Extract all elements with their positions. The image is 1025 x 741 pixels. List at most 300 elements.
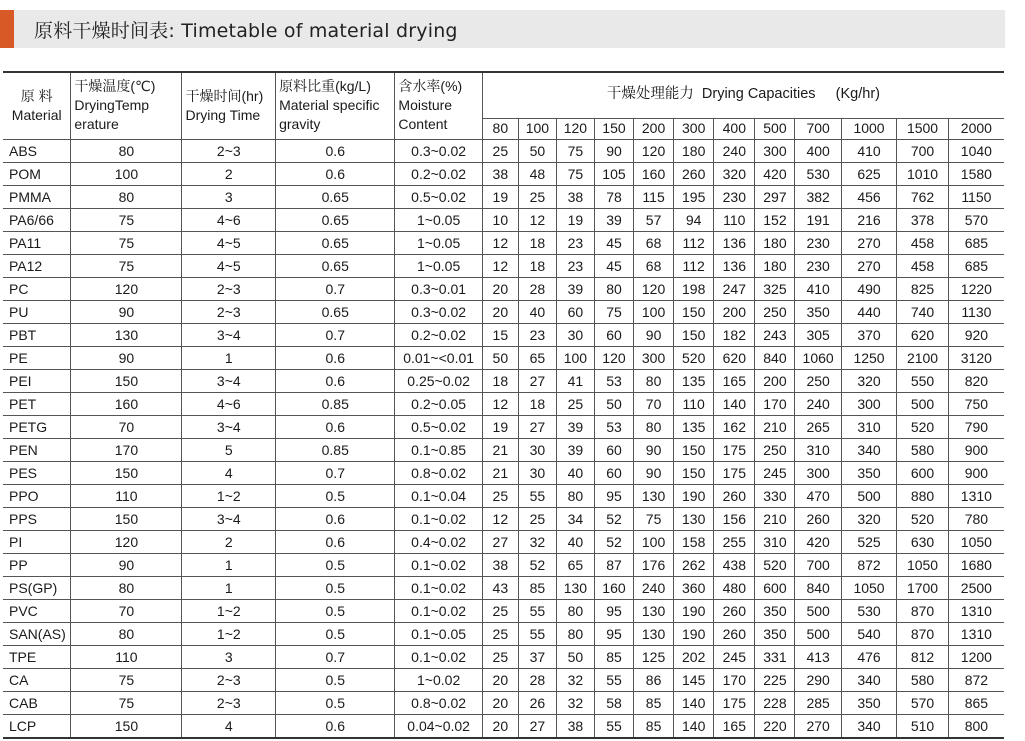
- material-cell: CA: [3, 668, 71, 691]
- header-gravity: [276, 72, 395, 139]
- capacity-cell: 1130: [948, 300, 1004, 323]
- capacity-cell: 95: [594, 599, 633, 622]
- capacity-cell: 825: [897, 277, 948, 300]
- capacity-cell: 300: [634, 346, 674, 369]
- capacity-cell: 228: [755, 691, 795, 714]
- capacity-cell: 900: [948, 438, 1004, 461]
- moisture-cell: 0.2~0.05: [395, 392, 482, 415]
- capacity-cell: 865: [948, 691, 1004, 714]
- capacity-cell: 90: [594, 139, 633, 162]
- moisture-cell: 0.1~0.04: [395, 484, 482, 507]
- capacity-cell: 145: [674, 668, 714, 691]
- capacity-cell: 45: [594, 231, 633, 254]
- capacity-cell: 45: [594, 254, 633, 277]
- capacity-cell: 25: [482, 645, 518, 668]
- capacity-cell: 160: [594, 576, 633, 599]
- capacity-cell: 340: [841, 714, 897, 738]
- capacity-cell: 12: [482, 254, 518, 277]
- temperature-cell: 160: [71, 392, 182, 415]
- capacity-cell: 1040: [948, 139, 1004, 162]
- capacity-cell: 260: [714, 484, 755, 507]
- capacity-cell: 80: [634, 369, 674, 392]
- capacity-cell: 190: [674, 599, 714, 622]
- capacity-cell: 525: [841, 530, 897, 553]
- gravity-cell: 0.6: [276, 530, 395, 553]
- capacity-cell: 50: [518, 139, 556, 162]
- capacity-cell: 530: [795, 162, 841, 185]
- capacity-cell: 95: [594, 622, 633, 645]
- header-material-cn: 原 料: [20, 87, 53, 104]
- capacity-cell: 23: [518, 323, 556, 346]
- capacity-cell: 25: [556, 392, 594, 415]
- capacity-cell: 740: [897, 300, 948, 323]
- capacity-cell: 580: [897, 668, 948, 691]
- temperature-cell: 75: [71, 668, 182, 691]
- capacity-cell: 40: [556, 530, 594, 553]
- table-row: [3, 438, 1004, 461]
- capacity-cell: 90: [634, 461, 674, 484]
- capacity-cell: 490: [841, 277, 897, 300]
- moisture-cell: 0.3~0.02: [395, 139, 482, 162]
- capacity-cell: 1310: [948, 599, 1004, 622]
- capacity-cell: 78: [594, 185, 633, 208]
- capacity-cell: 250: [795, 369, 841, 392]
- capacity-cell: 540: [841, 622, 897, 645]
- capacity-cell: 112: [674, 231, 714, 254]
- capacity-cell: 100: [634, 300, 674, 323]
- gravity-cell: 0.5: [276, 668, 395, 691]
- material-cell: PA12: [3, 254, 71, 277]
- capacity-cell: 382: [795, 185, 841, 208]
- temperature-cell: 80: [71, 576, 182, 599]
- capacity-cell: 12: [482, 231, 518, 254]
- capacity-cell: 30: [556, 323, 594, 346]
- capacity-cell: 18: [518, 254, 556, 277]
- table-row: [3, 231, 1004, 254]
- gravity-cell: 0.6: [276, 139, 395, 162]
- capacity-cell: 470: [795, 484, 841, 507]
- capacity-cell: 105: [594, 162, 633, 185]
- temperature-cell: 75: [71, 231, 182, 254]
- capacity-cell: 180: [755, 254, 795, 277]
- gravity-cell: 0.65: [276, 254, 395, 277]
- temperature-cell: 75: [71, 254, 182, 277]
- capacity-cell: 200: [755, 369, 795, 392]
- capacity-cell: 600: [897, 461, 948, 484]
- capacity-cell: 265: [795, 415, 841, 438]
- header-drying-time-cn: 干燥时间(hr): [185, 87, 264, 104]
- drying-time-cell: 1~2: [182, 622, 276, 645]
- capacity-cell: 55: [518, 484, 556, 507]
- capacity-cell: 625: [841, 162, 897, 185]
- gravity-cell: 0.7: [276, 461, 395, 484]
- gravity-cell: 0.65: [276, 208, 395, 231]
- capacity-cell: 438: [714, 553, 755, 576]
- capacity-cell: 136: [714, 231, 755, 254]
- capacity-cell: 19: [556, 208, 594, 231]
- material-cell: CAB: [3, 691, 71, 714]
- capacity-cell: 285: [795, 691, 841, 714]
- capacity-cell: 68: [634, 254, 674, 277]
- capacity-cell: 685: [948, 254, 1004, 277]
- capacity-cell: 320: [841, 369, 897, 392]
- capacity-column-header: 700: [795, 118, 841, 139]
- capacity-cell: 520: [674, 346, 714, 369]
- capacity-cell: 530: [841, 599, 897, 622]
- temperature-cell: 75: [71, 208, 182, 231]
- capacity-cell: 95: [594, 484, 633, 507]
- drying-time-cell: 4~5: [182, 231, 276, 254]
- capacity-cell: 28: [518, 277, 556, 300]
- capacity-cell: 413: [795, 645, 841, 668]
- capacity-cell: 41: [556, 369, 594, 392]
- table-row: [3, 530, 1004, 553]
- table-row: [3, 507, 1004, 530]
- capacity-cell: 55: [518, 622, 556, 645]
- capacity-cell: 27: [518, 415, 556, 438]
- capacity-cell: 300: [841, 392, 897, 415]
- capacity-cell: 15: [482, 323, 518, 346]
- material-cell: PES: [3, 461, 71, 484]
- capacity-cell: 580: [897, 438, 948, 461]
- capacity-cell: 135: [674, 415, 714, 438]
- header-moisture-cn: 含水率(%): [398, 78, 463, 95]
- capacity-cell: 1050: [897, 553, 948, 576]
- capacity-cell: 230: [714, 185, 755, 208]
- capacity-cell: 80: [556, 599, 594, 622]
- moisture-cell: 0.1~0.02: [395, 645, 482, 668]
- gravity-cell: 0.6: [276, 369, 395, 392]
- capacity-cell: 130: [674, 507, 714, 530]
- capacity-cell: 872: [948, 668, 1004, 691]
- capacity-cell: 150: [674, 438, 714, 461]
- capacity-cell: 700: [897, 139, 948, 162]
- moisture-cell: 1~0.05: [395, 231, 482, 254]
- capacity-cell: 65: [556, 553, 594, 576]
- capacity-cell: 18: [518, 392, 556, 415]
- capacity-cell: 18: [518, 231, 556, 254]
- capacity-cell: 500: [795, 599, 841, 622]
- table-row: [3, 346, 1004, 369]
- capacity-cell: 158: [674, 530, 714, 553]
- capacity-cell: 12: [482, 507, 518, 530]
- table-row: [3, 277, 1004, 300]
- material-cell: PE: [3, 346, 71, 369]
- capacity-cell: 230: [795, 254, 841, 277]
- material-cell: PEN: [3, 438, 71, 461]
- header-temperature-cn: 干燥温度(℃): [74, 78, 156, 95]
- capacity-cell: 920: [948, 323, 1004, 346]
- capacity-cell: 900: [948, 461, 1004, 484]
- capacity-cell: 1200: [948, 645, 1004, 668]
- header-drying-capacities: 干燥处理能力 Drying Capacities (Kg/hr): [482, 72, 1004, 118]
- capacity-cell: 175: [714, 691, 755, 714]
- capacity-cell: 220: [755, 714, 795, 738]
- gravity-cell: 0.65: [276, 300, 395, 323]
- capacity-cell: 23: [556, 254, 594, 277]
- capacity-column-header: 200: [634, 118, 674, 139]
- capacity-cell: 350: [841, 691, 897, 714]
- capacity-cell: 25: [482, 599, 518, 622]
- moisture-cell: 0.1~0.02: [395, 507, 482, 530]
- gravity-cell: 0.6: [276, 162, 395, 185]
- capacity-cell: 160: [634, 162, 674, 185]
- drying-time-cell: 1: [182, 346, 276, 369]
- capacity-cell: 70: [634, 392, 674, 415]
- capacity-cell: 305: [795, 323, 841, 346]
- capacity-cell: 19: [482, 185, 518, 208]
- capacity-cell: 300: [795, 461, 841, 484]
- temperature-cell: 90: [71, 553, 182, 576]
- capacity-cell: 340: [841, 668, 897, 691]
- header-moisture-en: Moisture: [398, 97, 453, 114]
- drying-time-cell: 2~3: [182, 139, 276, 162]
- temperature-cell: 80: [71, 139, 182, 162]
- temperature-cell: 120: [71, 277, 182, 300]
- capacity-cell: 18: [482, 369, 518, 392]
- capacity-cell: 38: [482, 162, 518, 185]
- capacity-cell: 330: [755, 484, 795, 507]
- capacity-cell: 400: [795, 139, 841, 162]
- capacity-cell: 68: [634, 231, 674, 254]
- capacity-cell: 1220: [948, 277, 1004, 300]
- drying-timetable: [3, 71, 1004, 739]
- table-row: [3, 254, 1004, 277]
- capacity-cell: 50: [556, 645, 594, 668]
- capacity-cell: 360: [674, 576, 714, 599]
- capacity-cell: 20: [482, 300, 518, 323]
- capacity-cell: 1680: [948, 553, 1004, 576]
- capacity-cell: 112: [674, 254, 714, 277]
- capacity-cell: 210: [755, 507, 795, 530]
- capacity-cell: 85: [634, 691, 674, 714]
- capacity-cell: 28: [518, 668, 556, 691]
- material-cell: POM: [3, 162, 71, 185]
- capacity-cell: 630: [897, 530, 948, 553]
- material-cell: PPS: [3, 507, 71, 530]
- capacity-cell: 250: [755, 300, 795, 323]
- capacity-cell: 820: [948, 369, 1004, 392]
- capacity-cell: 780: [948, 507, 1004, 530]
- table-row: [3, 645, 1004, 668]
- gravity-cell: 0.5: [276, 622, 395, 645]
- table-body: [3, 139, 1004, 738]
- capacity-cell: 20: [482, 691, 518, 714]
- capacity-cell: 65: [518, 346, 556, 369]
- capacity-cell: 30: [518, 461, 556, 484]
- table-row: [3, 599, 1004, 622]
- header-moisture: [395, 72, 482, 139]
- capacity-cell: 20: [482, 668, 518, 691]
- capacity-cell: 1310: [948, 484, 1004, 507]
- capacity-cell: 27: [518, 714, 556, 738]
- capacity-cell: 2100: [897, 346, 948, 369]
- table-row: [3, 461, 1004, 484]
- capacity-cell: 3120: [948, 346, 1004, 369]
- capacity-cell: 55: [518, 599, 556, 622]
- capacity-cell: 30: [518, 438, 556, 461]
- capacity-cell: 378: [897, 208, 948, 231]
- moisture-cell: 1~0.05: [395, 208, 482, 231]
- capacity-cell: 39: [556, 415, 594, 438]
- capacity-cell: 39: [556, 277, 594, 300]
- capacity-cell: 420: [755, 162, 795, 185]
- capacity-column-header: 120: [556, 118, 594, 139]
- capacity-cell: 165: [714, 714, 755, 738]
- capacity-cell: 790: [948, 415, 1004, 438]
- moisture-cell: 0.1~0.05: [395, 622, 482, 645]
- capacity-column-header: 300: [674, 118, 714, 139]
- capacity-cell: 120: [594, 346, 633, 369]
- capacity-cell: 245: [714, 645, 755, 668]
- capacity-cell: 310: [755, 530, 795, 553]
- capacity-cell: 53: [594, 415, 633, 438]
- header-material-en: Material: [11, 106, 62, 123]
- capacity-cell: 510: [897, 714, 948, 738]
- capacity-cell: 130: [634, 622, 674, 645]
- capacity-cell: 140: [714, 392, 755, 415]
- capacity-cell: 500: [795, 622, 841, 645]
- temperature-cell: 150: [71, 461, 182, 484]
- capacity-cell: 800: [948, 714, 1004, 738]
- capacity-cell: 50: [482, 346, 518, 369]
- capacity-cell: 170: [755, 392, 795, 415]
- capacity-cell: 25: [518, 507, 556, 530]
- capacity-cell: 120: [634, 139, 674, 162]
- temperature-cell: 150: [71, 714, 182, 738]
- capacity-cell: 60: [556, 300, 594, 323]
- temperature-cell: 150: [71, 507, 182, 530]
- capacity-cell: 520: [897, 415, 948, 438]
- drying-time-cell: 3~4: [182, 415, 276, 438]
- capacity-cell: 320: [841, 507, 897, 530]
- capacity-cell: 80: [594, 277, 633, 300]
- capacity-cell: 60: [594, 461, 633, 484]
- capacity-cell: 240: [714, 139, 755, 162]
- capacity-cell: 250: [755, 438, 795, 461]
- gravity-cell: 0.85: [276, 392, 395, 415]
- capacity-cell: 140: [674, 714, 714, 738]
- capacity-cell: 182: [714, 323, 755, 346]
- capacity-cell: 55: [594, 668, 633, 691]
- temperature-cell: 110: [71, 484, 182, 507]
- capacity-cell: 700: [795, 553, 841, 576]
- material-cell: PBT: [3, 323, 71, 346]
- capacity-cell: 110: [714, 208, 755, 231]
- capacity-cell: 40: [518, 300, 556, 323]
- table-row: [3, 392, 1004, 415]
- table-row: [3, 576, 1004, 599]
- capacity-cell: 260: [714, 622, 755, 645]
- capacity-cell: 230: [795, 231, 841, 254]
- capacity-cell: 195: [674, 185, 714, 208]
- header-temperature-en: DryingTemp: [74, 97, 150, 114]
- capacity-cell: 120: [634, 277, 674, 300]
- capacity-cell: 458: [897, 254, 948, 277]
- moisture-cell: 0.25~0.02: [395, 369, 482, 392]
- moisture-cell: 0.5~0.02: [395, 185, 482, 208]
- capacity-cell: 50: [594, 392, 633, 415]
- capacity-cell: 57: [634, 208, 674, 231]
- temperature-cell: 120: [71, 530, 182, 553]
- capacity-cell: 175: [714, 461, 755, 484]
- gravity-cell: 0.6: [276, 507, 395, 530]
- capacity-cell: 32: [556, 668, 594, 691]
- capacity-cell: 325: [755, 277, 795, 300]
- capacity-cell: 115: [634, 185, 674, 208]
- material-cell: PMMA: [3, 185, 71, 208]
- capacity-column-header: 400: [714, 118, 755, 139]
- capacity-cell: 175: [714, 438, 755, 461]
- capacity-cell: 27: [518, 369, 556, 392]
- capacity-cell: 1050: [841, 576, 897, 599]
- drying-time-cell: 2~3: [182, 300, 276, 323]
- capacity-cell: 34: [556, 507, 594, 530]
- capacity-cell: 43: [482, 576, 518, 599]
- capacity-cell: 840: [755, 346, 795, 369]
- capacity-cell: 85: [594, 645, 633, 668]
- capacity-cell: 25: [482, 139, 518, 162]
- capacity-cell: 350: [795, 300, 841, 323]
- capacity-cell: 136: [714, 254, 755, 277]
- capacity-cell: 100: [634, 530, 674, 553]
- capacity-cell: 94: [674, 208, 714, 231]
- moisture-cell: 0.1~0.02: [395, 599, 482, 622]
- capacity-cell: 20: [482, 277, 518, 300]
- capacity-cell: 75: [556, 139, 594, 162]
- moisture-cell: 0.1~0.02: [395, 553, 482, 576]
- material-cell: PETG: [3, 415, 71, 438]
- capacity-column-header: 150: [594, 118, 633, 139]
- moisture-cell: 0.8~0.02: [395, 691, 482, 714]
- header-gravity-cn: 原料比重(kg/L): [279, 78, 371, 95]
- drying-time-cell: 4~6: [182, 208, 276, 231]
- moisture-cell: 0.1~0.85: [395, 438, 482, 461]
- capacity-cell: 125: [634, 645, 674, 668]
- capacity-cell: 27: [482, 530, 518, 553]
- material-cell: SAN(AS): [3, 622, 71, 645]
- title-bar: [0, 10, 1005, 48]
- table-row: [3, 139, 1004, 162]
- capacity-cell: 260: [674, 162, 714, 185]
- temperature-cell: 75: [71, 691, 182, 714]
- capacity-cell: 1700: [897, 576, 948, 599]
- moisture-cell: 0.8~0.02: [395, 461, 482, 484]
- capacity-cell: 55: [594, 714, 633, 738]
- temperature-cell: 100: [71, 162, 182, 185]
- gravity-cell: 0.5: [276, 553, 395, 576]
- capacity-cell: 350: [755, 599, 795, 622]
- capacity-cell: 550: [897, 369, 948, 392]
- drying-time-cell: 3~4: [182, 369, 276, 392]
- temperature-cell: 80: [71, 185, 182, 208]
- capacity-cell: 620: [897, 323, 948, 346]
- capacity-cell: 762: [897, 185, 948, 208]
- capacity-cell: 48: [518, 162, 556, 185]
- capacity-cell: 270: [841, 231, 897, 254]
- table-row: [3, 208, 1004, 231]
- table-row: [3, 162, 1004, 185]
- gravity-cell: 0.7: [276, 277, 395, 300]
- capacity-cell: 130: [556, 576, 594, 599]
- header-temperature: [71, 72, 182, 139]
- material-cell: PEI: [3, 369, 71, 392]
- capacity-cell: 150: [674, 300, 714, 323]
- material-cell: PA11: [3, 231, 71, 254]
- capacity-cell: 150: [674, 461, 714, 484]
- capacity-cell: 176: [634, 553, 674, 576]
- capacity-cell: 25: [518, 185, 556, 208]
